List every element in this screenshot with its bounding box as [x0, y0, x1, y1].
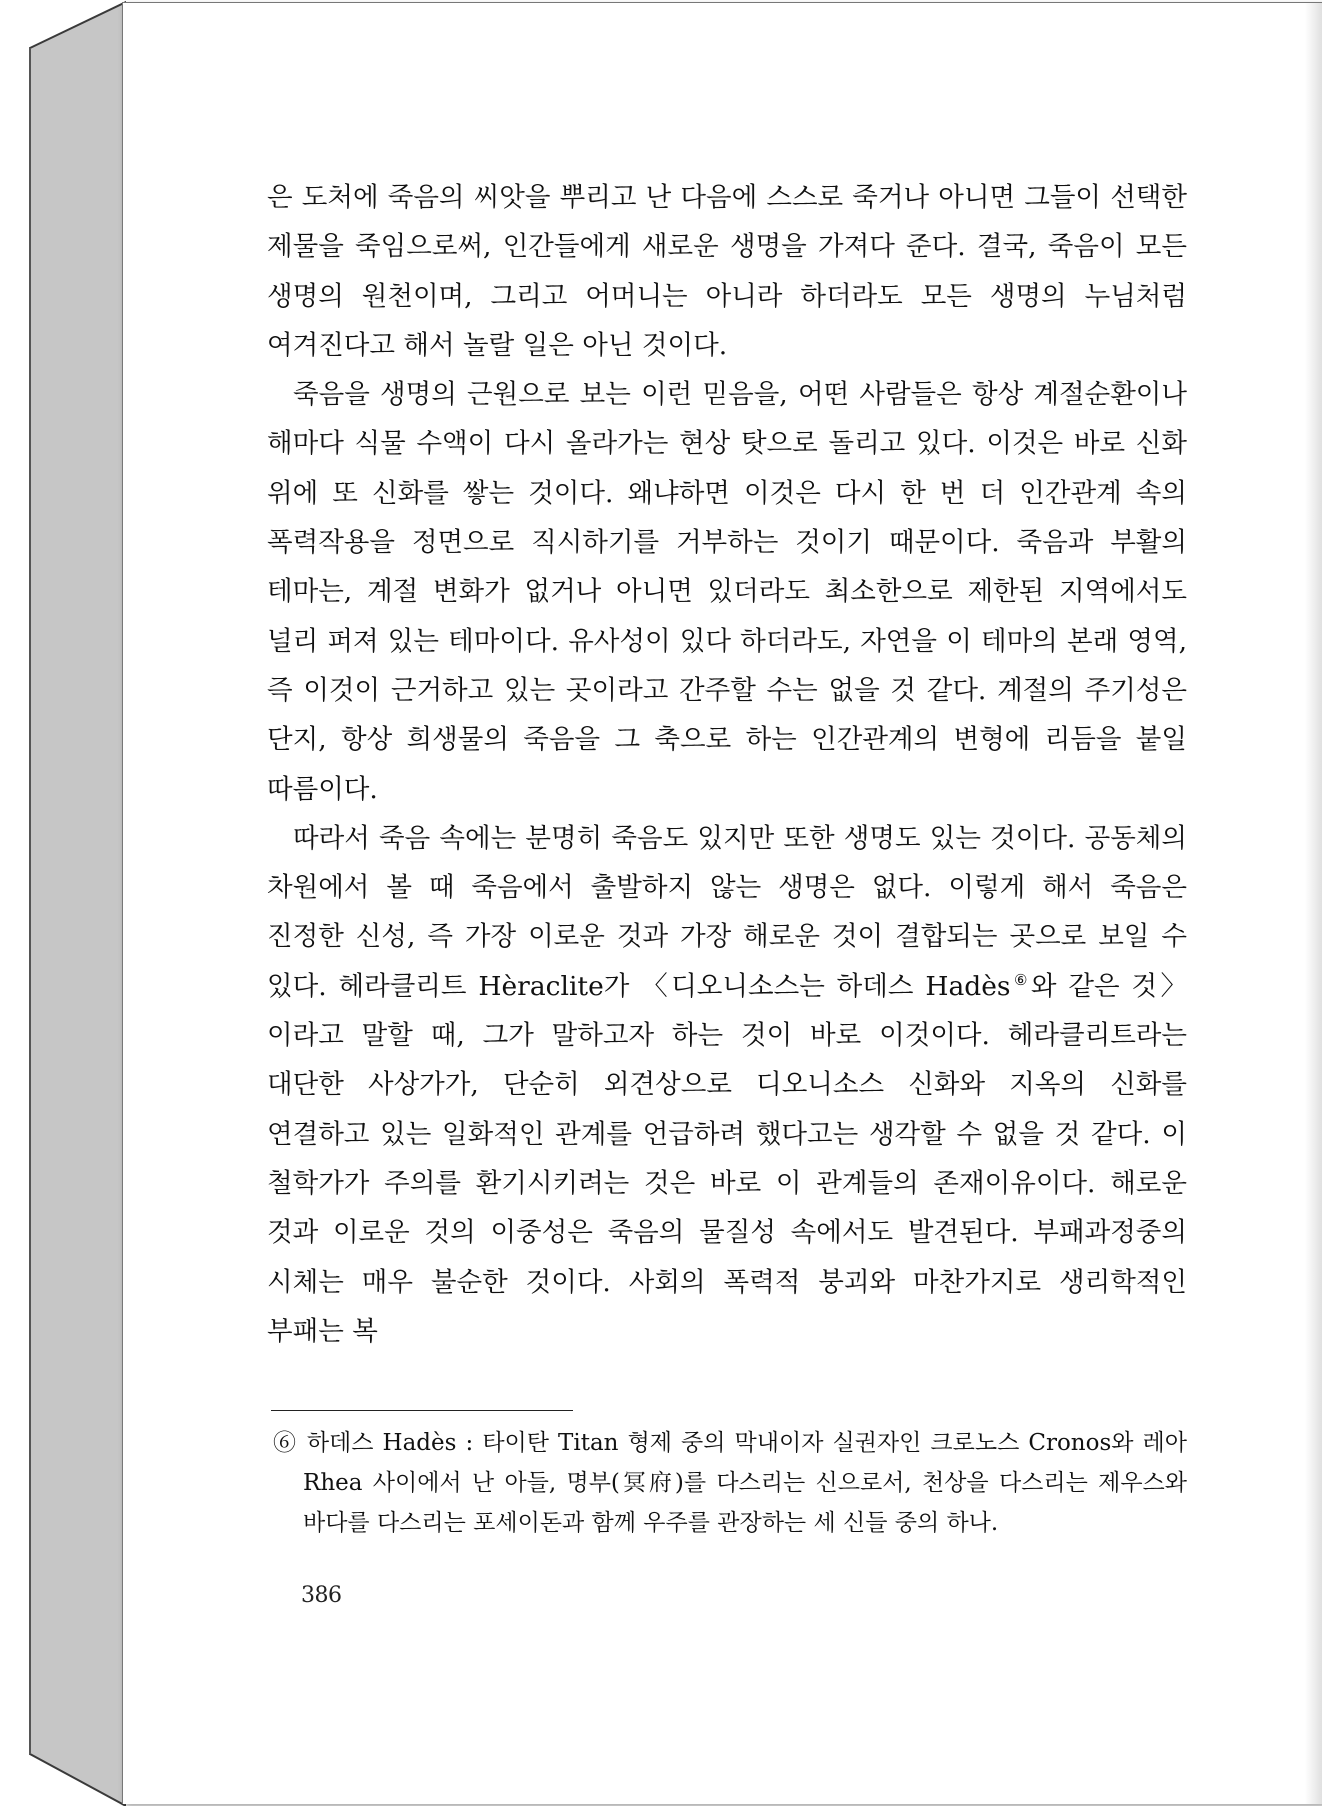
footnote: ⑥ 하데스 Hadès : 타이탄 Titan 형제 중의 막내이자 실권자인 크로노스 Cronos와 레아 Rhea 사이에서 난 아들, 명부(冥府)를 다스리는 신으로서, 천상을 다스리는 제우스와 바다를 다스리는 포세이돈과 함께 우주를 관장하는 세 신들 중의 하나. [273, 1430, 1187, 1536]
book-spine [0, 0, 126, 1806]
footnote-divider [271, 1410, 573, 1411]
book-page [122, 2, 1322, 1804]
paragraph-3-text-after: 와 같은 것〉이라고 말할 때, 그가 말하고자 하는 것이 바로 이것이다. 헤라클리트라는 대단한 사상가가, 단순히 외견상으로 디오니소스 신화와 지옥의 신화를 연결하고 있는 일화적인 관계를 언급하려 했다고는 생각할 수 없을 것 같다. 이 철학가가 주의를 환기시키려는 것은 바로 이 관계들의 존재이유이다. 해로운 것과 이로운 것의 이중성은 죽음의 물질성 속에서도 발견된다. 부패과정중의 시체는 매우 불순한 것이다. 사회의 폭력적 붕괴와 마찬가지로 생리학적인 부패는 복 [267, 970, 1188, 1347]
paragraph-3-text-before: 따라서 죽음 속에는 분명히 죽음도 있지만 또한 생명도 있는 것이다. 공동체의 차원에서 볼 때 죽음에서 출발하지 않는 생명은 없다. 이렇게 해서 죽음은 진정한 신성, 즉 가장 이로운 것과 가장 해로운 것이 결합되는 곳으로 보일 수 있다. 헤라클리트 Hèraclite가 〈디오니소스는 하데스 Hadès [267, 822, 1187, 1002]
paragraph-2: 죽음을 생명의 근원으로 보는 이런 믿음을, 어떤 사람들은 항상 계절순환이나 해마다 식물 수액이 다시 올라가는 현상 탓으로 돌리고 있다. 이것은 바로 신화 위에 또 신화를 쌓는 것이다. 왜냐하면 이것은 다시 한 번 더 인간관계 속의 폭력작용을 정면으로 직시하기를 거부하는 것이기 때문이다. 죽음과 부활의 테마는, 계절 변화가 없거나 아니면 있더라도 최소한으로 제한된 지역에서도 널리 퍼져 있는 테마이다. 유사성이 있다 하더라도, 자연을 이 테마의 본래 영역, 즉 이것이 근거하고 있는 곳이라고 간주할 수는 없을 것 같다. 계절의 주기성은 단지, 항상 희생물의 죽음을 그 축으로 하는 인간관계의 변형에 리듬을 붙일 따름이다. [267, 379, 1187, 805]
paragraph-3 [267, 814, 1187, 1356]
body-text [267, 173, 1187, 1356]
page-number: 386 [301, 1583, 342, 1608]
footnote-reference-mark: ⑥ [1010, 970, 1031, 989]
paragraph-1: 은 도처에 죽음의 씨앗을 뿌리고 난 다음에 스스로 죽거나 아니면 그들이 선택한 제물을 죽임으로써, 인간들에게 새로운 생명을 가져다 준다. 결국, 죽음이 모든 생명의 원천이며, 그리고 어머니는 아니라 하더라도 모든 생명의 누님처럼 여겨진다고 해서 놀랄 일은 아닌 것이다. [267, 182, 1187, 361]
